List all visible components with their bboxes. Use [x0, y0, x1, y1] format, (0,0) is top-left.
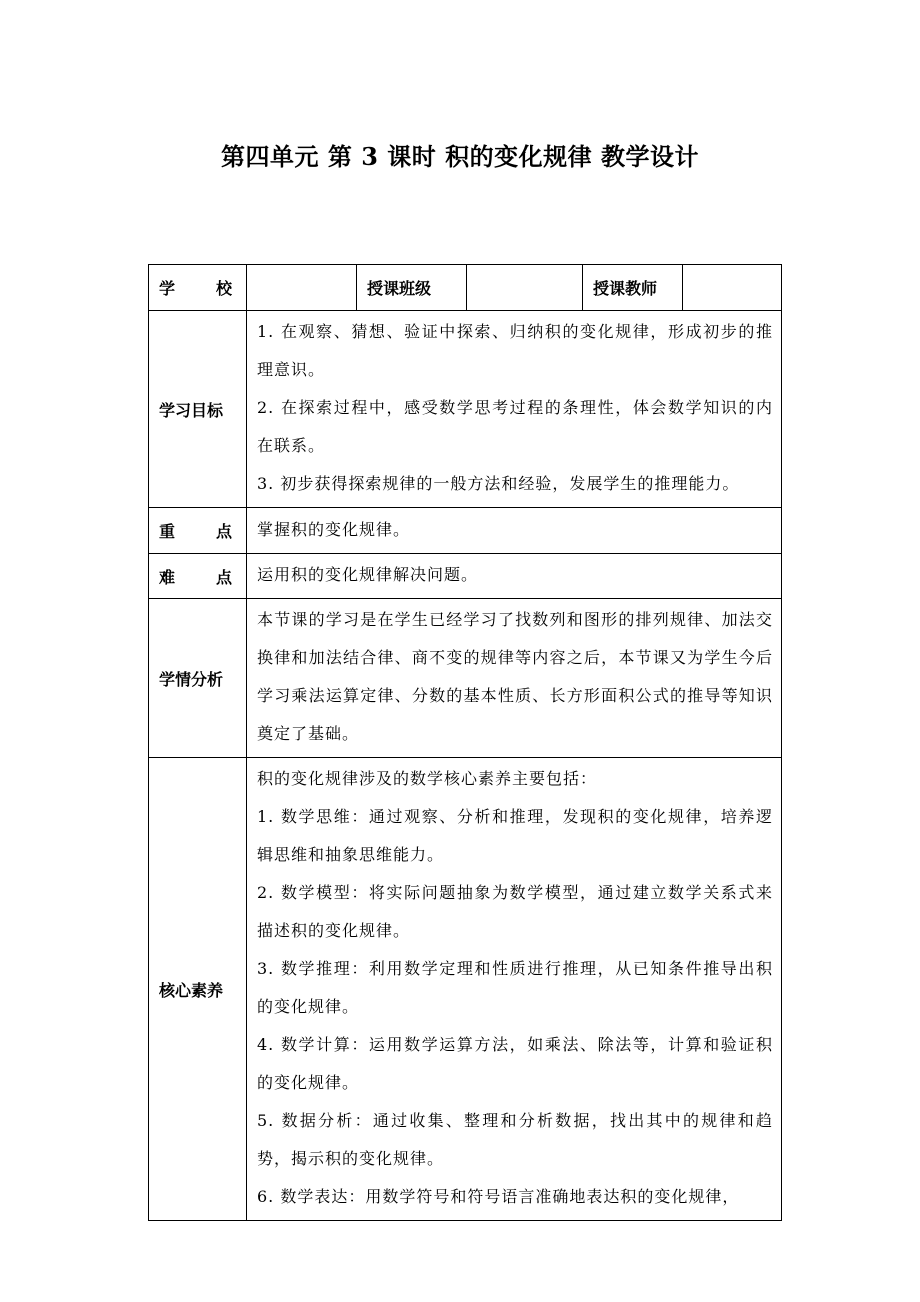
- difficulty-label: [149, 554, 247, 599]
- key-point-label-char-2: 点: [215, 522, 232, 541]
- literacy-content: [247, 758, 782, 1221]
- difficulty-content: 运用积的变化规律解决问题。: [247, 554, 782, 599]
- page-title: 第四单元 第 3 课时 积的变化规律 教学设计: [221, 142, 699, 171]
- teacher-label-cell: 授课教师: [583, 265, 683, 311]
- literacy-item-2: 2. 数学模型：将实际问题抽象为数学模型，通过建立数学关系式来描述积的变化规律。: [257, 883, 773, 940]
- school-label-cell: [149, 265, 247, 311]
- literacy-row: [149, 758, 782, 1221]
- header-row: [149, 265, 782, 311]
- key-point-row: [149, 508, 782, 554]
- analysis-label: 学情分析: [149, 599, 247, 758]
- objective-item-2: 2. 在探索过程中，感受数学思考过程的条理性，体会数学知识的内在联系。: [257, 398, 773, 455]
- objectives-content: [247, 311, 782, 508]
- difficulty-label-char-1: 难: [159, 567, 176, 587]
- school-label-char-1: 学: [159, 279, 176, 298]
- school-value-cell: [247, 265, 357, 311]
- key-point-label: [149, 508, 247, 554]
- objectives-label: 学习目标: [149, 311, 247, 508]
- literacy-item-3: 3. 数学推理：利用数学定理和性质进行推理，从已知条件推导出积的变化规律。: [257, 959, 773, 1016]
- literacy-label: 核心素养: [149, 758, 247, 1221]
- objective-item-3: 3. 初步获得探索规律的一般方法和经验，发展学生的推理能力。: [257, 474, 740, 493]
- difficulty-label-char-2: 点: [215, 567, 232, 587]
- school-label-char-2: 校: [215, 279, 232, 298]
- lesson-plan-table: [148, 264, 782, 1221]
- key-point-content: 掌握积的变化规律。: [247, 508, 782, 554]
- literacy-intro: 积的变化规律涉及的数学核心素养主要包括：: [257, 769, 598, 788]
- key-point-label-char-1: 重: [159, 522, 176, 541]
- difficulty-row: [149, 554, 782, 599]
- class-value-cell: [467, 265, 583, 311]
- literacy-item-1: 1. 数学思维：通过观察、分析和推理，发现积的变化规律，培养逻辑思维和抽象思维能力。: [257, 807, 773, 864]
- teacher-value-cell: [683, 265, 782, 311]
- objective-item-1: 1. 在观察、猜想、验证中探索、归纳积的变化规律，形成初步的推理意识。: [257, 322, 773, 379]
- objectives-row: [149, 311, 782, 508]
- literacy-item-5: 5. 数据分析：通过收集、整理和分析数据，找出其中的规律和趋势，揭示积的变化规律。: [257, 1111, 773, 1168]
- class-label-cell: 授课班级: [357, 265, 467, 311]
- analysis-content: 本节课的学习是在学生已经学习了找数列和图形的排列规律、加法交换律和加法结合律、商不变的规律等内容之后，本节课又为学生今后学习乘法运算定律、分数的基本性质、长方形面积公式的推导等知识奠定了基础。: [247, 599, 782, 758]
- analysis-row: [149, 599, 782, 758]
- literacy-item-6: 6. 数学表达：用数学符号和符号语言准确地表达积的变化规律，: [257, 1187, 740, 1206]
- literacy-item-4: 4. 数学计算：运用数学运算方法，如乘法、除法等，计算和验证积的变化规律。: [257, 1035, 773, 1092]
